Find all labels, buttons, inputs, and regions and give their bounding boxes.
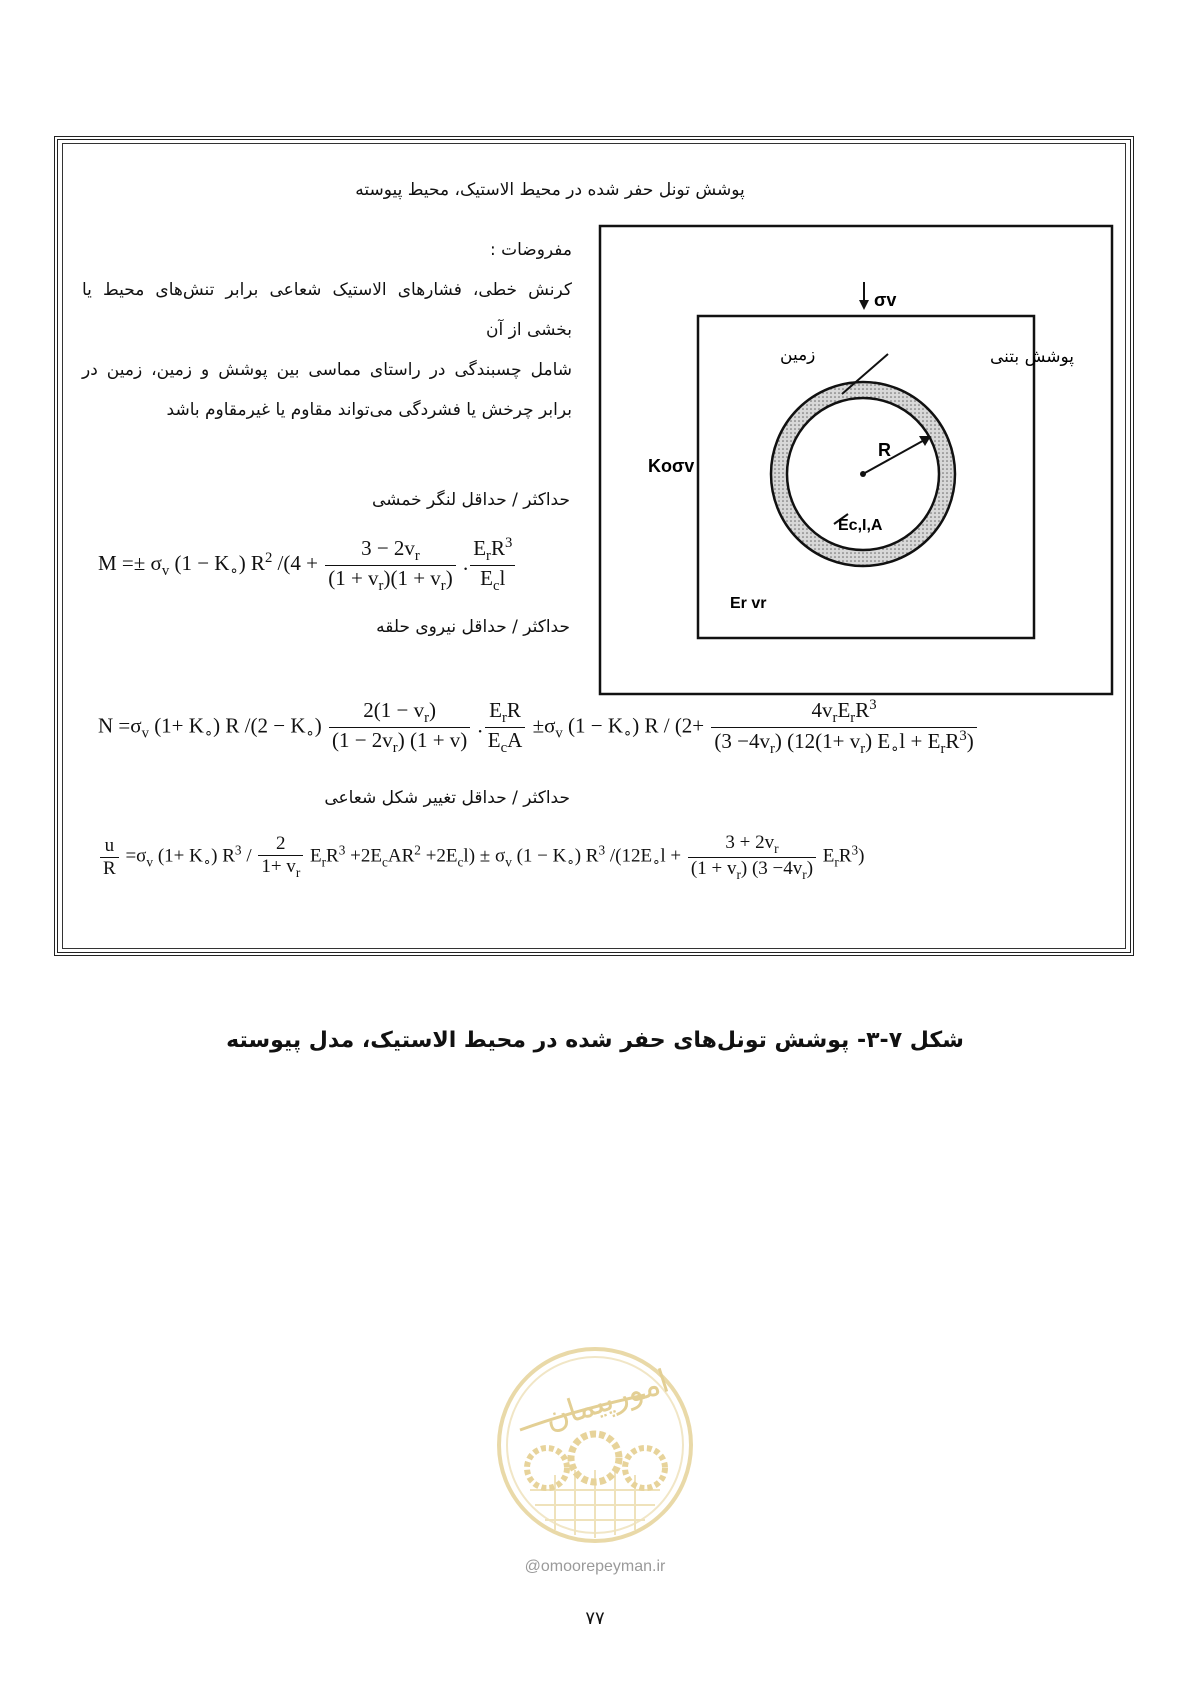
assumptions-heading: مفروضات : bbox=[489, 240, 572, 260]
deform-label: حداکثر / حداقل تغییر شکل شعاعی bbox=[324, 788, 570, 808]
page-number: ۷۷ bbox=[585, 1608, 605, 1629]
ground-props-label: Er vr bbox=[730, 595, 767, 612]
sigma-v-label: σv bbox=[874, 290, 897, 310]
deform-formula: $\frac{u}{R}$ $=\sigma_v$ $(1+ K_\circ)$ $R^3$ / $\frac{2}{1+ v_r}$ $E_rR^3 +2E_cAR^2 +2E_cl) \pm \sigma_v$ $(1 - K_\circ)$ $R^3$ $/(12E_\circ l$ + $\frac{3 + 2v_r}{(1 + v_r) (3 -4v_r)}$ $E_rR^3$) bbox=[98, 832, 865, 883]
watermark-logo bbox=[495, 1340, 695, 1550]
lining-props-label: Ec,I,A bbox=[838, 517, 883, 534]
lining-label: پوشش بتنی bbox=[990, 347, 1074, 367]
moment-label: حداکثر / حداقل لنگر خمشی bbox=[371, 490, 570, 510]
logo-text: امورپیمان bbox=[539, 1361, 674, 1438]
figure-caption: شکل ۷-۳- پوشش تونل‌های حفر شده در محیط الاستیک، مدل پیوسته bbox=[226, 1028, 964, 1053]
radius-label: R bbox=[878, 440, 891, 460]
k-sigma-label: Koσv bbox=[648, 456, 695, 476]
box-title: پوشش تونل حفر شده در محیط الاستیک، محیط پیوسته bbox=[355, 180, 745, 200]
tunnel-diagram bbox=[598, 224, 1118, 702]
assumption-1: کرنش خطی، فشارهای الاستیک شعاعی برابر تنش‌های محیط یا بخشی از آن bbox=[82, 280, 572, 340]
hoop-label: حداکثر / حداقل نیروی حلقه bbox=[376, 617, 570, 637]
hoop-formula: $N =\sigma_v$ $(1+ K_\circ)$ R $/(2 - K_\circ)$ $\frac{2(1 - v_r)}{(1 - 2v_r) (1 + v)}$ . $\frac{E_rR}{E_cA}$ $\pm\sigma_v$ $(1 - K_\circ)$ R / (2+ $\frac{4v_rE_rR^3}{(3 -4v_r) (12(1+ v_r) E_\circ l + E_rR^3)}$ bbox=[98, 697, 979, 758]
moment-formula: $M =\pm \sigma_v$ $(1 - K_\circ)$ $R^2$ /(4 + $\frac{3 - 2v_r}{(1 + v_r)(1 + v_r)}$ . $\frac{E_rR^3}{E_cl}$ bbox=[98, 535, 517, 595]
ground-label: زمین bbox=[780, 345, 816, 365]
watermark-site: @omoorepeyman.ir bbox=[524, 1558, 666, 1575]
assumptions-block bbox=[82, 230, 572, 430]
assumption-2: شامل چسبندگی در راستای مماسی بین پوشش و زمین، زمین در برابر چرخش یا فشردگی می‌تواند مقاوم یا غیرمقاوم باشد bbox=[82, 360, 572, 420]
